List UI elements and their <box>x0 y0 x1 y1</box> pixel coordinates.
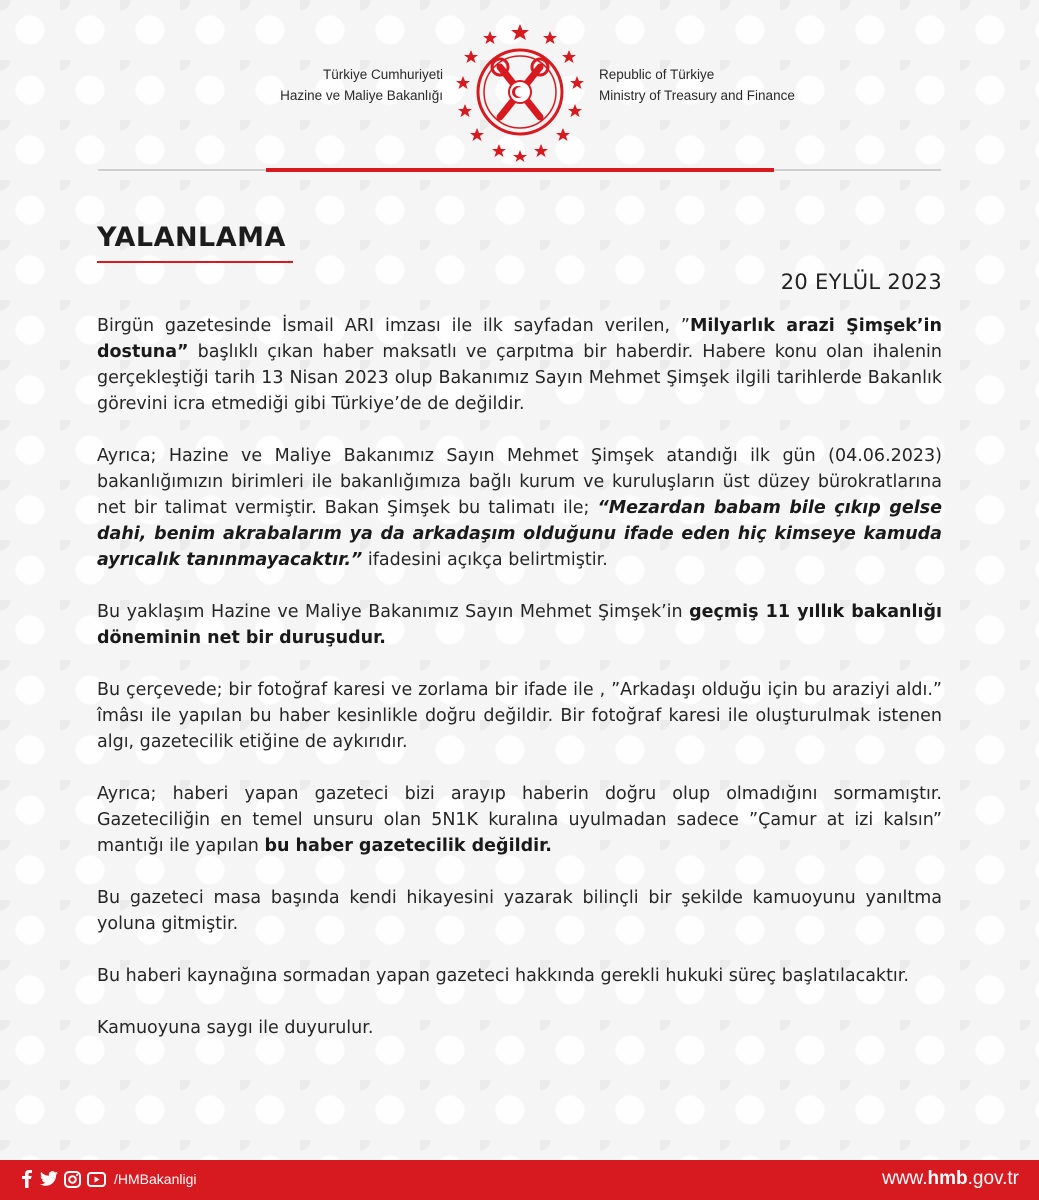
document-date: 20 EYLÜL 2023 <box>780 270 942 294</box>
paragraph-1-text-c: başlıklı çıkan haber maksatlı ve çarpıtma bir haberdir. Habere konu olan ihalenin gerçekleştiği tarih 13 Nisan 2023 olup Bakanımız Sayın Mehmet Şimşek ilgili tarihlerde Bakanlık görevini icra etmediği gibi Türkiye’de de değildir. <box>97 342 942 414</box>
paragraph-2-text-c: ifadesini açıkça belirtmiştir. <box>362 550 608 570</box>
letterhead-tr-line1: Türkiye Cumhuriyeti <box>322 67 443 82</box>
paragraph-2-quote: “Mezardan babam bile çıkıp gelse dahi, benim akrabalarım ya da arkadaşım olduğunu ifade eden hiç kimseye kamuda ayrıcalık tanınmayacaktır.” <box>97 498 942 570</box>
paragraph-3-text-a: Bu yaklaşım Hazine ve Maliye Bakanımız Sayın Mehmet Şimşek’in <box>97 602 690 622</box>
website-prefix: www. <box>882 1168 928 1189</box>
twitter-icon[interactable] <box>40 1171 58 1187</box>
ministry-emblem-icon <box>455 22 585 162</box>
website-link[interactable] <box>882 1168 1019 1190</box>
header-divider-accent <box>266 168 774 172</box>
paragraph-3-emphasis: geçmiş 11 yıllık bakanlığı döneminin net bir duruşudur. <box>97 602 942 648</box>
paragraph-5-text-a: Ayrıca; haberi yapan gazeteci bizi arayıp haberin doğru olup olmadığını sormamıştır. Gazeteciliğin en temel unsuru olan 5N1K kuralına uyulmadan sadece ”Çamur at izi kalsın” mantığı ile yapılan <box>97 784 942 856</box>
paragraph-3 <box>97 599 942 651</box>
paragraph-1-headline: Milyarlık arazi Şimşek’in dostuna” <box>97 316 942 362</box>
paragraph-7: Bu haberi kaynağına sormadan yapan gazeteci hakkında gerekli hukuki süreç başlatılacaktır. <box>97 966 909 986</box>
paragraph-2-text-a: Ayrıca; Hazine ve Maliye Bakanımız Sayın Mehmet Şimşek atandığı ilk gün (04.06.2023) bakanlığımızın birimleri ile bakanlığımıza bağlı kurum ve kuruluşların üst düzey bürokratlarına net bir talimat vermiştir. Bakan Şimşek bu talimatı ile; <box>97 446 942 518</box>
paragraph-8: Kamuoyuna saygı ile duyurulur. <box>97 1018 374 1038</box>
paragraph-4: Bu çerçevede; bir fotoğraf karesi ve zorlama bir ifade ile , ”Arkadaşı olduğu için bu araziyi aldı.” îmâsı ile yapılan bu haber kesinlikle doğru değildir. Bir fotoğraf karesi ile oluşturulmak istenen algı, gazetecilik etiğine de aykırıdır. <box>97 680 942 752</box>
letterhead-en-line2: Ministry of Treasury and Finance <box>599 88 795 103</box>
instagram-icon[interactable] <box>64 1171 81 1188</box>
letterhead-tr-line2: Hazine ve Maliye Bakanlığı <box>280 88 443 103</box>
document-title: YALANLAMA <box>97 222 286 253</box>
paragraph-6: Bu gazeteci masa başında kendi hikayesini yazarak bilinçli bir şekilde kamuoyunu yanıltma yoluna gitmiştir. <box>97 888 942 934</box>
facebook-icon[interactable] <box>20 1170 34 1188</box>
website-domain: hmb <box>927 1168 968 1189</box>
youtube-icon[interactable] <box>87 1172 106 1187</box>
letterhead-turkish <box>280 64 443 106</box>
document-body <box>97 313 942 1041</box>
footer-bar <box>0 1160 1039 1200</box>
social-links <box>20 1170 196 1188</box>
paragraph-1 <box>97 313 942 417</box>
paragraph-1-text-a: Birgün gazetesinde İsmail ARI imzası ile ilk sayfadan verilen, ” <box>97 316 690 336</box>
website-suffix: .gov.tr <box>967 1168 1019 1189</box>
paragraph-2 <box>97 443 942 573</box>
title-underline <box>97 261 293 263</box>
letterhead-en-line1: Republic of Türkiye <box>599 67 715 82</box>
paragraph-5-emphasis: bu haber gazetecilik değildir. <box>264 836 552 856</box>
letterhead-english <box>599 64 795 106</box>
paragraph-5 <box>97 781 942 859</box>
social-handle[interactable]: /HMBakanligi <box>114 1171 197 1187</box>
letterhead <box>0 0 1039 175</box>
